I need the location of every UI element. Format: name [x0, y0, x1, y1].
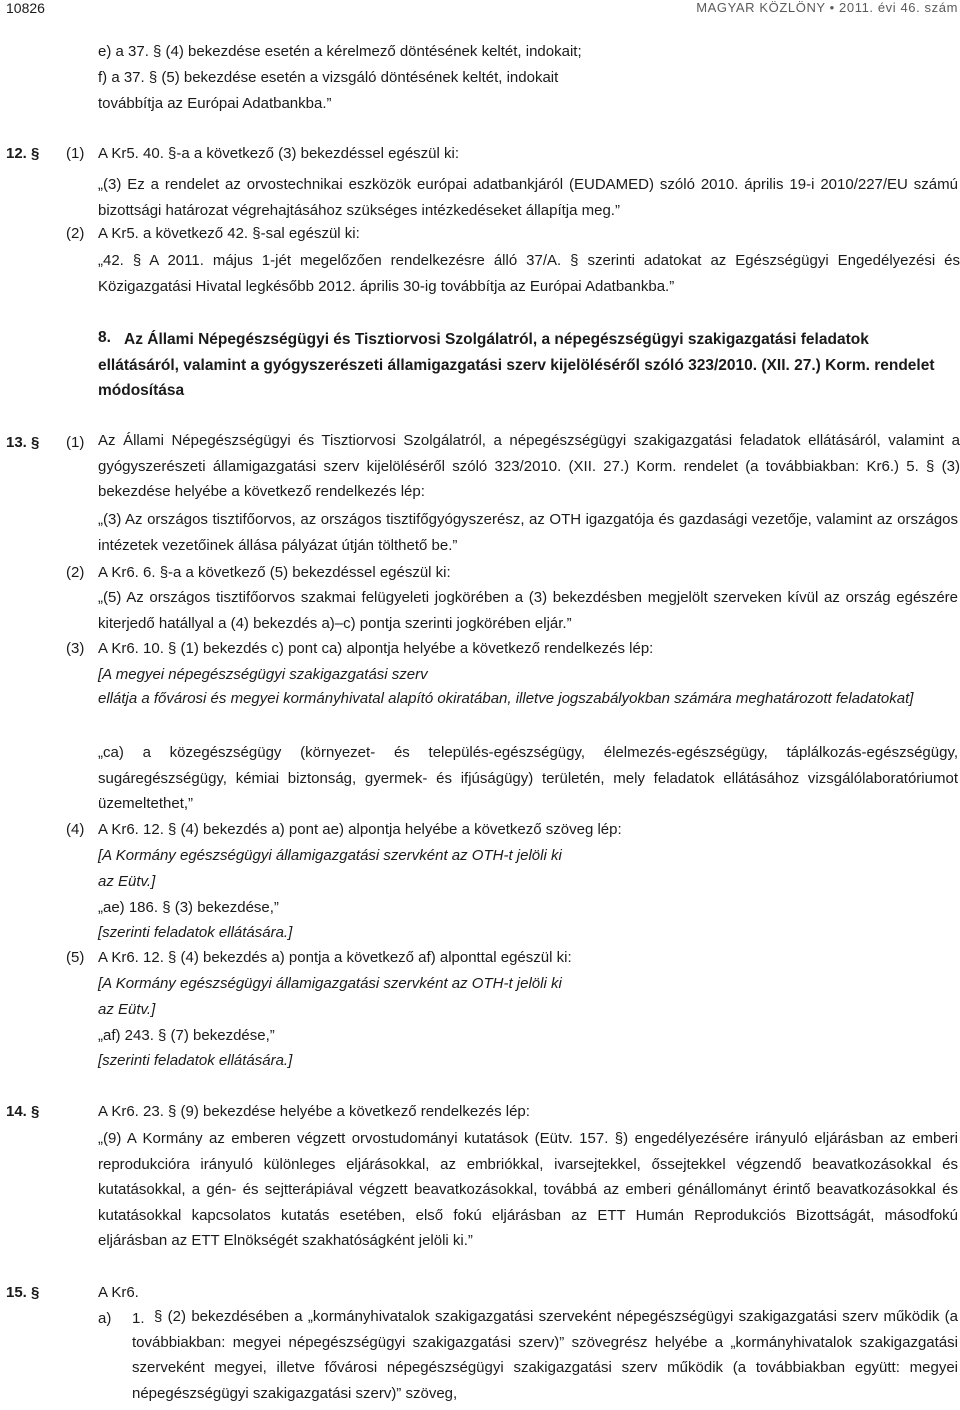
s12-para1-label: (1): [66, 145, 85, 162]
s12-para2-text: A Kr5. a következő 42. §-sal egészül ki:: [98, 225, 360, 242]
chapter-8-title: Az Állami Népegészségügyi és Tisztiorvosi Szolgálatról, a népegészségügyi szakigazgatási feladatok ellátásáról, valamint a gyógyszerészeti államigazgatási szerv kijelöléséről szóló 323/2010. (XII. 27.) Korm. rendelet módosítása: [98, 331, 935, 399]
s13-para3-text: A Kr6. 10. § (1) bekezdés c) pont ca) alpontja helyébe a következő rendelkezés lép:: [98, 640, 654, 657]
item-e: e) a 37. § (4) bekezdése esetén a kérelmező döntésének keltét, indokait;: [98, 43, 582, 60]
s13-para5-quote: „af) 243. § (7) bekezdése,”: [98, 1027, 275, 1044]
s14-text: A Kr6. 23. § (9) bekezdése helyébe a következő rendelkezés lép:: [98, 1103, 530, 1120]
section-12-number: 12. §: [6, 145, 40, 162]
s13-para2-label: (2): [66, 564, 85, 581]
s13-para2-text: A Kr6. 6. §-a a következő (5) bekezdéssel egészül ki:: [98, 564, 451, 581]
s13-para1-text: Az Állami Népegészségügyi és Tisztiorvosi Szolgálatról, a népegészségügyi szakigazgatási feladatok ellátásáról, valamint a gyógyszerészeti államigazgatási szerv kijelöléséről szóló 323/2010. (XII. 27.) Korm. rendelet (a továbbiakban: Kr6.) 5. § (3) bekezdése helyébe a következő rendelkezés lép:: [98, 432, 960, 500]
page-number: 10826: [6, 0, 45, 16]
section-13-number: 13. §: [6, 434, 40, 451]
publication-header: MAGYAR KÖZLÖNY • 2011. évi 46. szám: [696, 0, 958, 15]
s13-para5-text: A Kr6. 12. § (4) bekezdés a) pontja a következő af) alponttal egészül ki:: [98, 949, 572, 966]
s13-para3-label: (3): [66, 640, 85, 657]
s13-para4-label: (4): [66, 821, 85, 838]
s13-para5-context1: [A Kormány egészségügyi államigazgatási szervként az OTH-t jelöli ki: [98, 975, 562, 992]
s15-point-a-label: a): [98, 1310, 112, 1327]
chapter-8-number: 8.: [98, 329, 111, 346]
s12-para2-label: (2): [66, 225, 85, 242]
s13-para1-quote: „(3) Az országos tisztifőorvos, az országos tisztifőgyógyszerész, az OTH igazgatója és gazdasági vezetője, valamint az országos intézetek vezetőinek állása pályázat útján tölthető be.”: [98, 511, 958, 554]
section-14-number: 14. §: [6, 1103, 40, 1120]
s13-para4-context3: [szerinti feladatok ellátására.]: [98, 924, 293, 941]
s15-text: A Kr6.: [98, 1284, 139, 1301]
s13-para4-context2: az Eütv.]: [98, 873, 156, 890]
s13-para5-context3: [szerinti feladatok ellátására.]: [98, 1052, 293, 1069]
s13-para1-label: (1): [66, 434, 85, 451]
s13-para3-context2: ellátja a fővárosi és megyei kormányhivatal alapító okiratában, illetve jogszabályokban számára meghatározott feladatokat]: [98, 690, 914, 707]
s12-para1-text: A Kr5. 40. §-a a következő (3) bekezdéssel egészül ki:: [98, 145, 460, 162]
s13-para4-text: A Kr6. 12. § (4) bekezdés a) pont ae) alpontja helyébe a következő szöveg lép:: [98, 821, 622, 838]
item-f: f) a 37. § (5) bekezdése esetén a vizsgáló döntésének keltét, indokait: [98, 69, 559, 86]
section-15-number: 15. §: [6, 1284, 40, 1301]
s13-para5-context2: az Eütv.]: [98, 1001, 156, 1018]
s14-quote: „(9) A Kormány az emberen végzett orvostudományi kutatások (Eütv. 157. §) engedélyezésére irányuló eljárásban az emberi reprodukcióra irányuló különleges eljárásokkal, az embriókkal, ivarsejtekkel, őssejtekkel végzendő beavatkozásokkal és kutatásokkal, a gén- és sejtterápiával végzett beavatkozásokkal, továbbá az emberi génállományt érintő beavatkozásokkal és kutatásokkal kapcsolatos kutatás esetében, első fokú eljárásban az ETT Humán Reprodukciós Bizottságát, másodfokú eljárásban az ETT Elnökségét szakhatóságként jelöli ki.”: [98, 1130, 958, 1249]
s13-para2-quote: „(5) Az országos tisztifőorvos szakmai felügyeleti jogkörében a (3) bekezdésben megjelölt szerveken kívül az ország egészére kiterjedő hatállyal a (4) bekezdés a)–c) pontja szerinti jogkörében eljár.”: [98, 589, 958, 632]
item-f-continuation: továbbítja az Európai Adatbankba.”: [98, 95, 332, 112]
s15-point-a1-label: 1.: [132, 1310, 145, 1327]
s12-para2-quote: „42. § A 2011. május 1-jét megelőzően rendelkezésre álló 37/A. § szerinti adatokat az Egészségügyi Engedélyezési és Közigazgatási Hivatal legkésőbb 2012. április 30-ig továbbítja az Európai Adatbankba.”: [98, 252, 960, 295]
s13-para4-quote: „ae) 186. § (3) bekezdése,”: [98, 899, 279, 916]
s15-point-a1-text: § (2) bekezdésében a „kormányhivatalok szakigazgatási szerveként népegészségügyi szakigazgatási szerv működik (a továbbiakban: megyei népegészségügyi szakigazgatási szerv)” szövegrész helyébe a „kormányhivatalok szakigazgatási szerveként megyei, illetve fővárosi népegészségügyi szakigazgatási szerv működik (a továbbiakban együtt: megyei népegészségügyi szakigazgatási szerv)” szöveg,: [132, 1308, 958, 1402]
s13-para3-context1: [A megyei népegészségügyi szakigazgatási szerv: [98, 666, 428, 683]
s13-para5-label: (5): [66, 949, 85, 966]
s13-para3-quote: „ca) a közegészségügy (környezet- és település-egészségügy, élelmezés-egészségügy, táplálkozás-egészségügy, sugáregészségügy, kémiai biztonság, gyermek- és ifjúságügy) területén, mely feladatok ellátásához vizsgálólaboratóriumot üzemeltethet,”: [98, 744, 958, 812]
s13-para4-context1: [A Kormány egészségügyi államigazgatási szervként az OTH-t jelöli ki: [98, 847, 562, 864]
s12-para1-quote: „(3) Ez a rendelet az orvostechnikai eszközök európai adatbankjáról (EUDAMED) szóló 2010. április 19-i 2010/227/EU számú bizottsági határozat végrehajtásához szükséges intézkedéseket állapítja meg.”: [98, 176, 958, 219]
